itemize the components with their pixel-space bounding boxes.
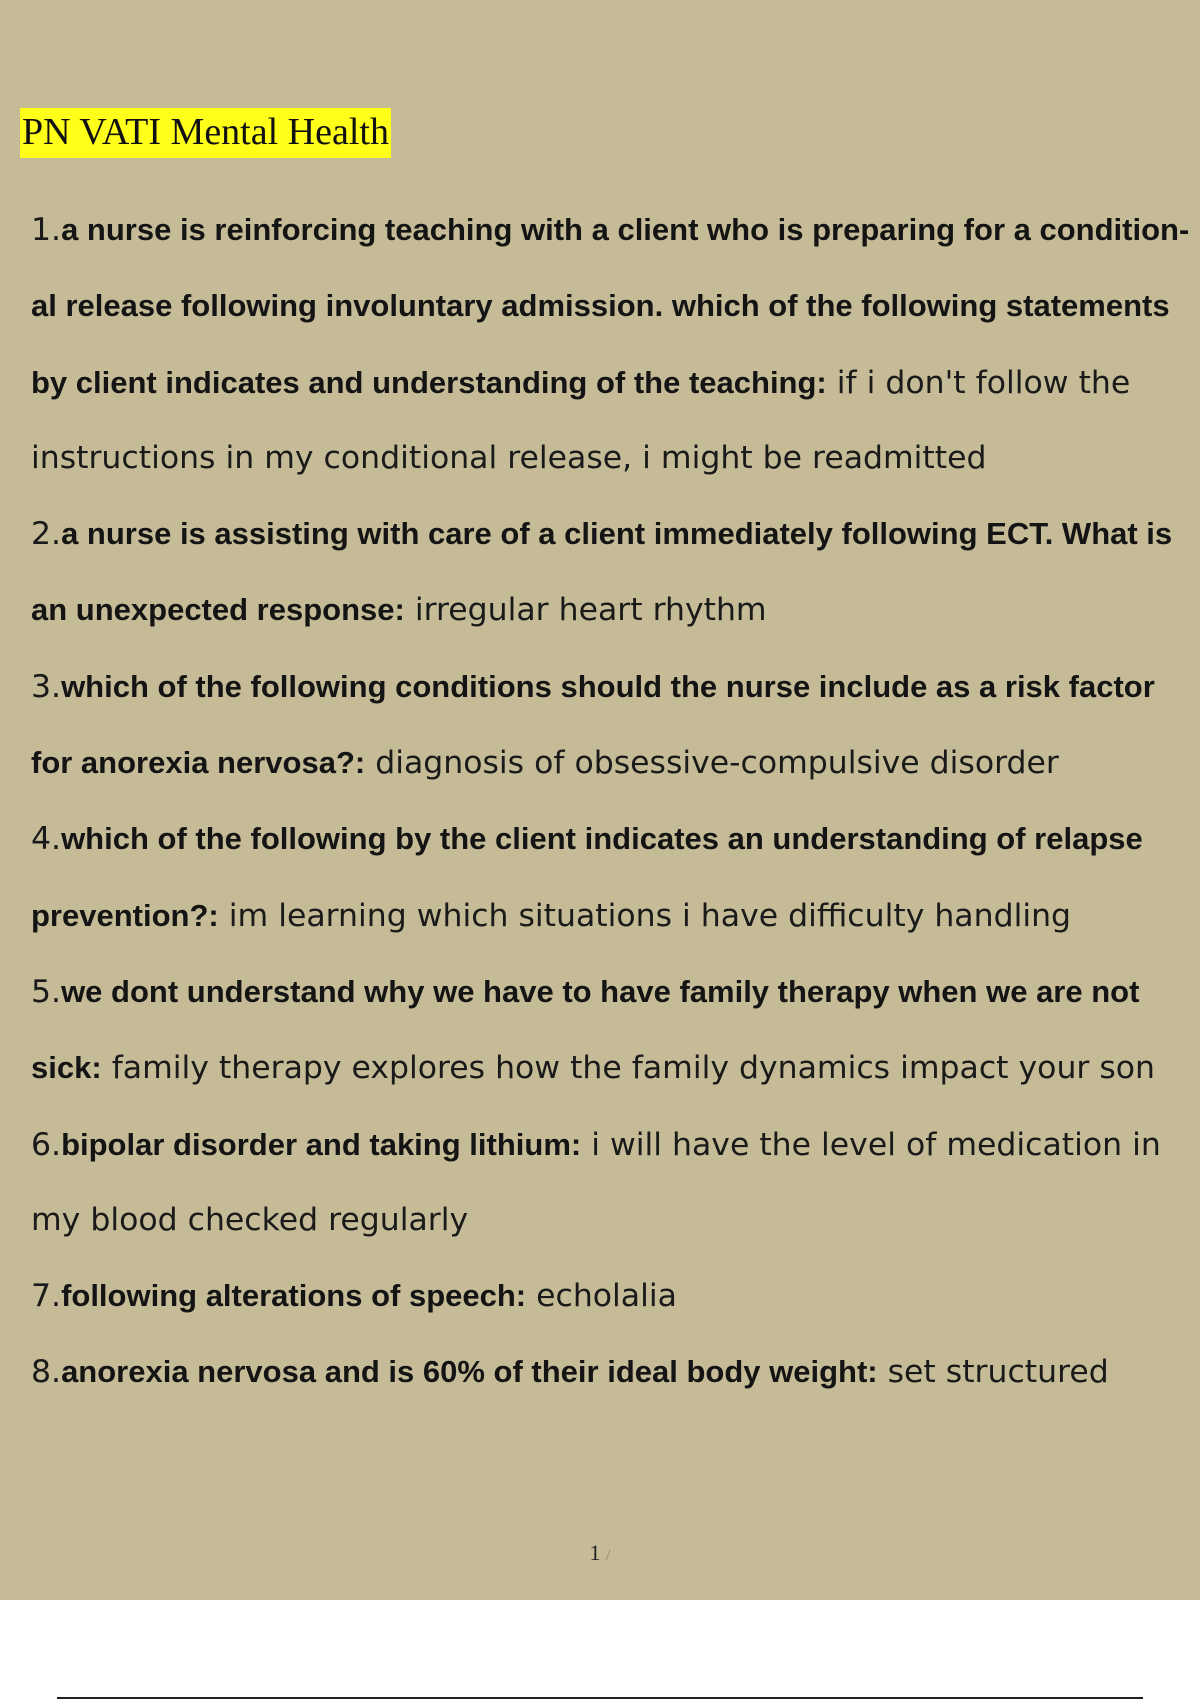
question-list	[31, 192, 1196, 1411]
item-number: 2.	[31, 516, 62, 553]
page-number-value: 1	[589, 1540, 601, 1565]
item-number: 7.	[31, 1278, 62, 1315]
list-item	[31, 801, 1196, 954]
question-text: which of the following by the client indicates an understanding of relapse prevention?:	[31, 821, 1143, 933]
list-item	[31, 1334, 1196, 1410]
question-text: we dont understand why we have to have family therapy when we are not sick:	[31, 973, 1140, 1086]
item-number: 1.	[31, 212, 62, 248]
list-item	[31, 1258, 1196, 1334]
answer-text: irregular heart rhythm	[414, 592, 767, 629]
answer-text: diagnosis of obsessive-compulsive disorder	[375, 745, 1059, 782]
answer-text: set structured	[887, 1354, 1109, 1391]
question-text: a nurse is reinforcing teaching with a client who is preparing for a condition- al release following involuntary admission. which of the following statements by client indicates and understanding of the teaching:	[31, 212, 1190, 400]
list-item	[31, 954, 1196, 1107]
page-title: PN VATI Mental Health	[20, 108, 391, 158]
answer-text: echolalia	[536, 1278, 677, 1315]
list-item	[31, 649, 1196, 802]
answer-text: if i don't follow the instructions in my conditional release, i might be readmitted	[31, 364, 1131, 476]
next-page-divider	[57, 1697, 1143, 1699]
item-number: 8.	[31, 1354, 62, 1391]
answer-text: family therapy explores how the family dynamics impact your son	[111, 1050, 1156, 1087]
item-number: 3.	[31, 668, 62, 705]
page-number-separator: /	[606, 1547, 611, 1564]
question-text: a nurse is assisting with care of a client immediately following ECT. What is an unexpected response:	[31, 516, 1173, 628]
page-number	[0, 1540, 1200, 1566]
question-text: which of the following conditions should the nurse include as a risk factor for anorexia nervosa?:	[31, 668, 1155, 781]
list-item	[31, 496, 1196, 649]
question-text: following alterations of speech:	[61, 1278, 527, 1314]
list-item	[31, 1107, 1196, 1259]
question-text: anorexia nervosa and is 60% of their ideal body weight:	[61, 1354, 878, 1390]
answer-text: i will have the level of medication in my blood checked regularly	[31, 1126, 1161, 1238]
item-number: 6.	[31, 1126, 62, 1163]
question-text: bipolar disorder and taking lithium:	[61, 1126, 582, 1162]
item-number: 5.	[31, 973, 62, 1010]
list-item	[31, 192, 1196, 496]
answer-text: im learning which situations i have difficulty handling	[228, 897, 1072, 934]
item-number: 4.	[31, 821, 62, 858]
